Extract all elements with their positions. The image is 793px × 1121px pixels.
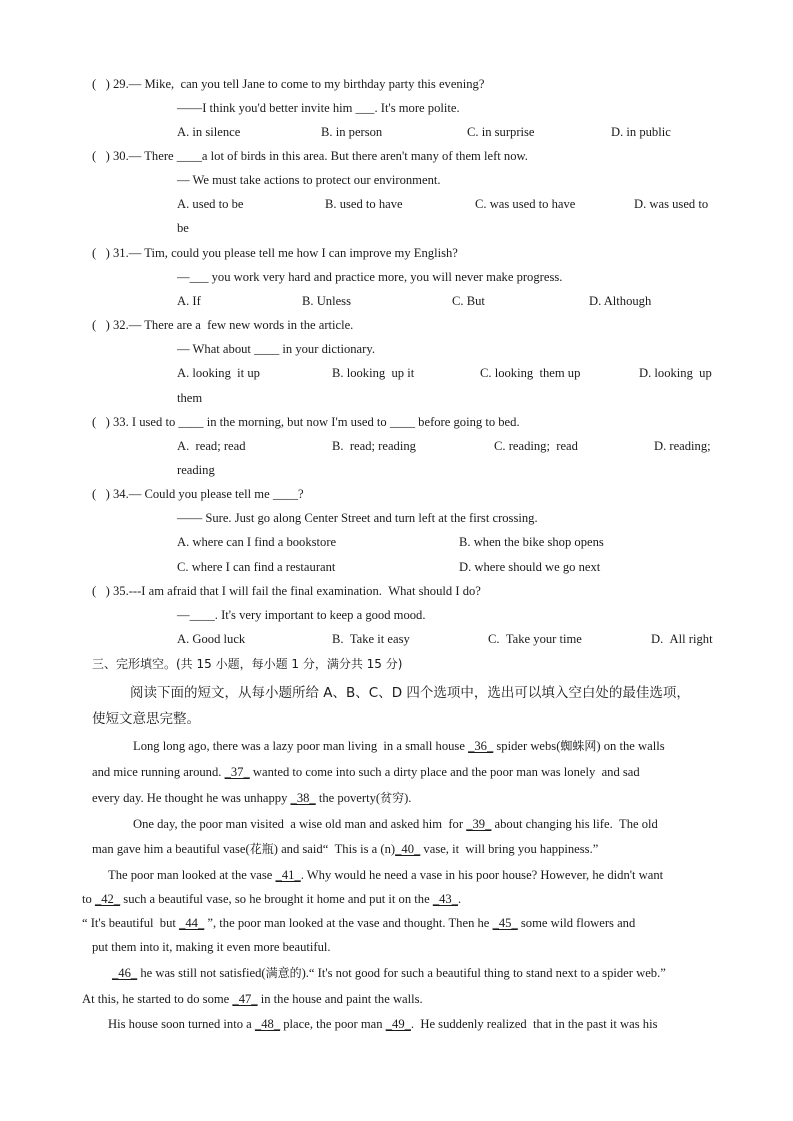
- question-35-stem: ( ) 35.---I am afraid that I will fail the final examination. What should I do?: [92, 584, 481, 598]
- question-35-option-c[interactable]: C. Take your time: [488, 632, 582, 646]
- question-34-stem: ( ) 34.— Could you please tell me ____?: [92, 487, 304, 501]
- question-33-stem: ( ) 33. I used to ____ in the morning, but now I'm used to ____ before going to bed.: [92, 415, 520, 429]
- question-34-option-b[interactable]: B. when the bike shop opens: [459, 535, 604, 549]
- blank-36: _36_: [468, 739, 494, 753]
- question-32-reply: — What about ____ in your dictionary.: [177, 342, 375, 356]
- section-instruction: 阅读下面的短文，从每小题所给 A、B、C、D 四个选项中，选出可以填入空白处的最佳选项，: [130, 685, 690, 701]
- question-32-stem: ( ) 32.— There are a few new words in the article.: [92, 318, 354, 332]
- blank-39: _39_: [466, 817, 492, 831]
- blank-43: _43_: [432, 892, 459, 906]
- question-31-reply: —___ you work very hard and practice more, you will never make progress.: [177, 270, 563, 284]
- blank-40: _40_: [395, 842, 421, 856]
- passage-line: every day. He thought he was unhappy _38_ the poverty(贫穷).: [92, 791, 412, 805]
- blank-38: _38_: [290, 791, 316, 805]
- question-32-option-d-wrap: them: [177, 391, 203, 405]
- question-29-option-b[interactable]: B. in person: [321, 125, 383, 139]
- question-30-option-c[interactable]: C. was used to have: [475, 197, 576, 211]
- question-32-option-c[interactable]: C. looking them up: [480, 366, 581, 380]
- question-32-option-d[interactable]: D. looking up: [639, 366, 712, 380]
- question-29-option-c[interactable]: C. in surprise: [467, 125, 535, 139]
- question-32-option-a[interactable]: A. looking it up: [177, 366, 260, 380]
- question-34-option-a[interactable]: A. where can I find a bookstore: [177, 535, 337, 549]
- passage-line: man gave him a beautiful vase(花瓶) and said“ This is a (n)_40_ vase, it will bring you happiness.”: [92, 842, 599, 856]
- passage-line: to _42_ such a beautiful vase, so he brought it home and put it on the _43_.: [82, 892, 462, 906]
- question-34-option-c[interactable]: C. where I can find a restaurant: [177, 560, 336, 574]
- question-34-option-d[interactable]: D. where should we go next: [459, 560, 601, 574]
- blank-46: _46_: [112, 966, 138, 980]
- blank-42: _42_: [94, 892, 121, 906]
- blank-45: _45_: [492, 916, 518, 930]
- question-29-reply: ——I think you'd better invite him ___. It's more polite.: [177, 101, 460, 115]
- question-31-option-a[interactable]: A. If: [177, 294, 201, 308]
- blank-37: _37_: [224, 765, 250, 779]
- passage-line: and mice running around. _37_ wanted to come into such a dirty place and the poor man was lonely and sad: [92, 765, 640, 779]
- question-32-option-b[interactable]: B. looking up it: [332, 366, 415, 380]
- question-30-option-d-wrap: be: [177, 221, 189, 235]
- question-33-option-d-wrap: reading: [177, 463, 215, 477]
- question-29-option-a[interactable]: A. in silence: [177, 125, 241, 139]
- question-30-stem: ( ) 30.— There ____a lot of birds in this area. But there aren't many of them left now.: [92, 149, 528, 163]
- passage-line: put them into it, making it even more beautiful.: [92, 940, 331, 954]
- question-35-option-a[interactable]: A. Good luck: [177, 632, 246, 646]
- blank-41: _41_: [275, 868, 301, 882]
- passage-line: His house soon turned into a _48_ place, the poor man _49_. He suddenly realized that in the past it was his: [108, 1017, 658, 1031]
- passage-line: The poor man looked at the vase _41_. Why would he need a vase in his poor house? However, he didn't want: [108, 868, 664, 882]
- question-31-option-d[interactable]: D. Although: [589, 294, 652, 308]
- question-33-option-a[interactable]: A. read; read: [177, 439, 246, 453]
- section-heading: 三、完形填空。(共 15 小题，每小题 1 分，满分共 15 分): [92, 657, 403, 671]
- passage-line: _46_ he was still not satisfied(满意的).“ It's not good for such a beautiful thing to stand next to a spider web.”: [112, 966, 666, 980]
- blank-47: _47_: [232, 992, 258, 1006]
- passage-line: “ It's beautiful but _44_ ”, the poor man looked at the vase and thought. Then he _45_ some wild flowers and: [82, 916, 636, 930]
- question-29-option-d[interactable]: D. in public: [611, 125, 671, 139]
- question-31-stem: ( ) 31.— Tim, could you please tell me how I can improve my English?: [92, 246, 458, 260]
- question-30-option-b[interactable]: B. used to have: [325, 197, 403, 211]
- question-33-option-b[interactable]: B. read; reading: [332, 439, 416, 453]
- question-30-option-a[interactable]: A. used to be: [177, 197, 244, 211]
- section-instruction-cont: 使短文意思完整。: [92, 711, 200, 727]
- question-30-option-d[interactable]: D. was used to: [634, 197, 709, 211]
- question-33-option-d[interactable]: D. reading;: [654, 439, 711, 453]
- blank-48: _48_: [254, 1017, 281, 1031]
- question-30-reply: — We must take actions to protect our environment.: [177, 173, 441, 187]
- question-35-option-d[interactable]: D. All right: [651, 632, 713, 646]
- passage-line: Long long ago, there was a lazy poor man living in a small house _36_ spider webs(蜘蛛网) on the walls: [133, 739, 665, 753]
- question-31-option-c[interactable]: C. But: [452, 294, 485, 308]
- question-31-option-b[interactable]: B. Unless: [302, 294, 351, 308]
- question-34-reply: —— Sure. Just go along Center Street and turn left at the first crossing.: [177, 511, 538, 525]
- blank-49: _49_: [385, 1017, 411, 1031]
- passage-line: At this, he started to do some _47_ in the house and paint the walls.: [82, 992, 423, 1006]
- passage-line: One day, the poor man visited a wise old man and asked him for _39_ about changing his life. The old: [133, 817, 658, 831]
- blank-44: _44_: [179, 916, 205, 930]
- question-29-stem: ( ) 29.— Mike, can you tell Jane to come to my birthday party this evening?: [92, 77, 485, 91]
- question-35-option-b[interactable]: B. Take it easy: [332, 632, 410, 646]
- question-35-reply: —____. It's very important to keep a good mood.: [177, 608, 426, 622]
- question-33-option-c[interactable]: C. reading; read: [494, 439, 578, 453]
